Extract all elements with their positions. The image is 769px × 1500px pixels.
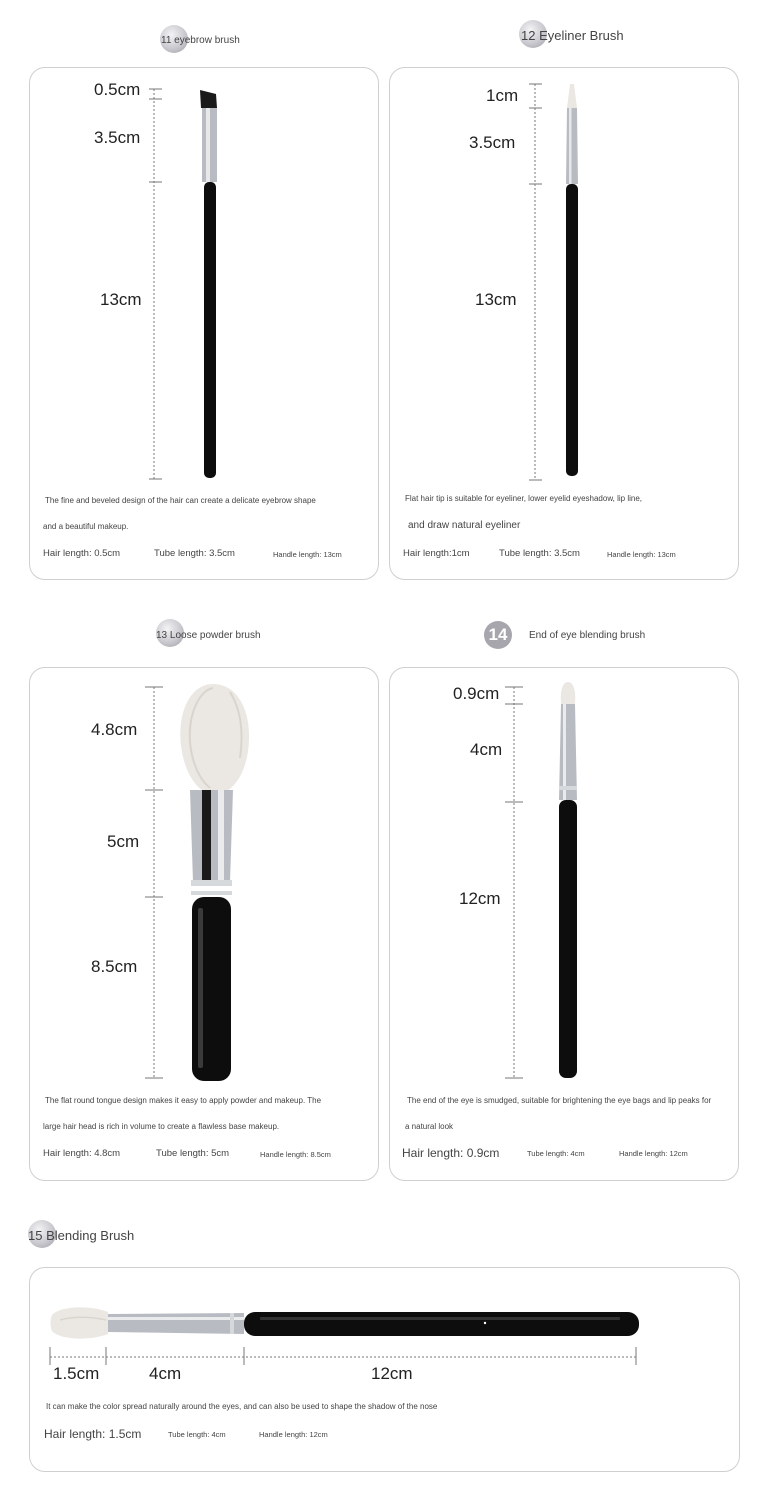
section-badge-14: 14	[484, 621, 512, 649]
product-card-14	[389, 667, 739, 1181]
section-title-15: 15 Blending Brush	[28, 1228, 135, 1243]
product-card-13	[29, 667, 379, 1181]
dim-handle-15: 12cm	[371, 1364, 413, 1383]
dim-tube-13: 5cm	[107, 832, 140, 851]
spec-tube-15: Tube length: 4cm	[168, 1430, 226, 1439]
description-line-1-11: The fine and beveled design of the hair can create a delicate eyebrow shape	[45, 496, 316, 505]
spec-handle-12: Handle length: 13cm	[607, 550, 676, 559]
dim-handle-11: 13cm	[100, 290, 142, 309]
dim-hair-11: 0.5cm	[94, 80, 141, 99]
dim-tube-12: 3.5cm	[469, 133, 516, 152]
dim-tube-15: 4cm	[149, 1364, 182, 1383]
product-card-12	[389, 67, 739, 580]
dim-hair-14: 0.9cm	[453, 684, 500, 703]
dim-hair-12: 1cm	[486, 86, 519, 105]
description-line-1-15: It can make the color spread naturally around the eyes, and can also be used to shape the shadow of the nose	[46, 1402, 438, 1411]
dim-hair-15: 1.5cm	[53, 1364, 100, 1383]
description-line-2-11: and a beautiful makeup.	[43, 522, 129, 531]
section-title-13: 13 Loose powder brush	[156, 630, 261, 641]
spec-handle-14: Handle length: 12cm	[619, 1149, 688, 1158]
description-line-1-12: Flat hair tip is suitable for eyeliner, lower eyelid eyeshadow, lip line,	[405, 494, 643, 503]
description-line-2-12: and draw natural eyeliner	[408, 520, 521, 531]
spec-handle-11: Handle length: 13cm	[273, 550, 342, 559]
dim-handle-12: 13cm	[475, 290, 517, 309]
dim-tube-11: 3.5cm	[94, 128, 141, 147]
description-line-2-14: a natural look	[405, 1122, 454, 1131]
spec-hair-12: Hair length:1cm	[403, 548, 470, 559]
spec-tube-11: Tube length: 3.5cm	[154, 548, 235, 559]
spec-handle-13: Handle length: 8.5cm	[260, 1150, 331, 1159]
spec-tube-13: Tube length: 5cm	[156, 1148, 230, 1159]
product-card-15	[29, 1267, 740, 1472]
dim-tube-14: 4cm	[470, 740, 503, 759]
spec-tube-14: Tube length: 4cm	[527, 1149, 585, 1158]
dim-handle-14: 12cm	[459, 889, 501, 908]
spec-hair-11: Hair length: 0.5cm	[43, 548, 121, 559]
dim-hair-13: 4.8cm	[91, 720, 138, 739]
section-title-14: End of eye blending brush	[529, 630, 646, 641]
section-title-12: 12 Eyeliner Brush	[521, 28, 624, 43]
spec-hair-13: Hair length: 4.8cm	[43, 1148, 121, 1159]
spec-hair-14: Hair length: 0.9cm	[402, 1146, 500, 1160]
product-card-11	[29, 67, 379, 580]
description-line-1-14: The end of the eye is smudged, suitable for brightening the eye bags and lip peaks for	[407, 1096, 712, 1105]
description-line-2-13: large hair head is rich in volume to create a flawless base makeup.	[43, 1122, 280, 1131]
dim-handle-13: 8.5cm	[91, 957, 138, 976]
spec-handle-15: Handle length: 12cm	[259, 1430, 328, 1439]
description-line-1-13: The flat round tongue design makes it easy to apply powder and makeup. The	[45, 1096, 322, 1105]
spec-hair-15: Hair length: 1.5cm	[44, 1427, 142, 1441]
spec-tube-12: Tube length: 3.5cm	[499, 548, 580, 559]
section-title-11: 11 eyebrow brush	[161, 35, 240, 46]
